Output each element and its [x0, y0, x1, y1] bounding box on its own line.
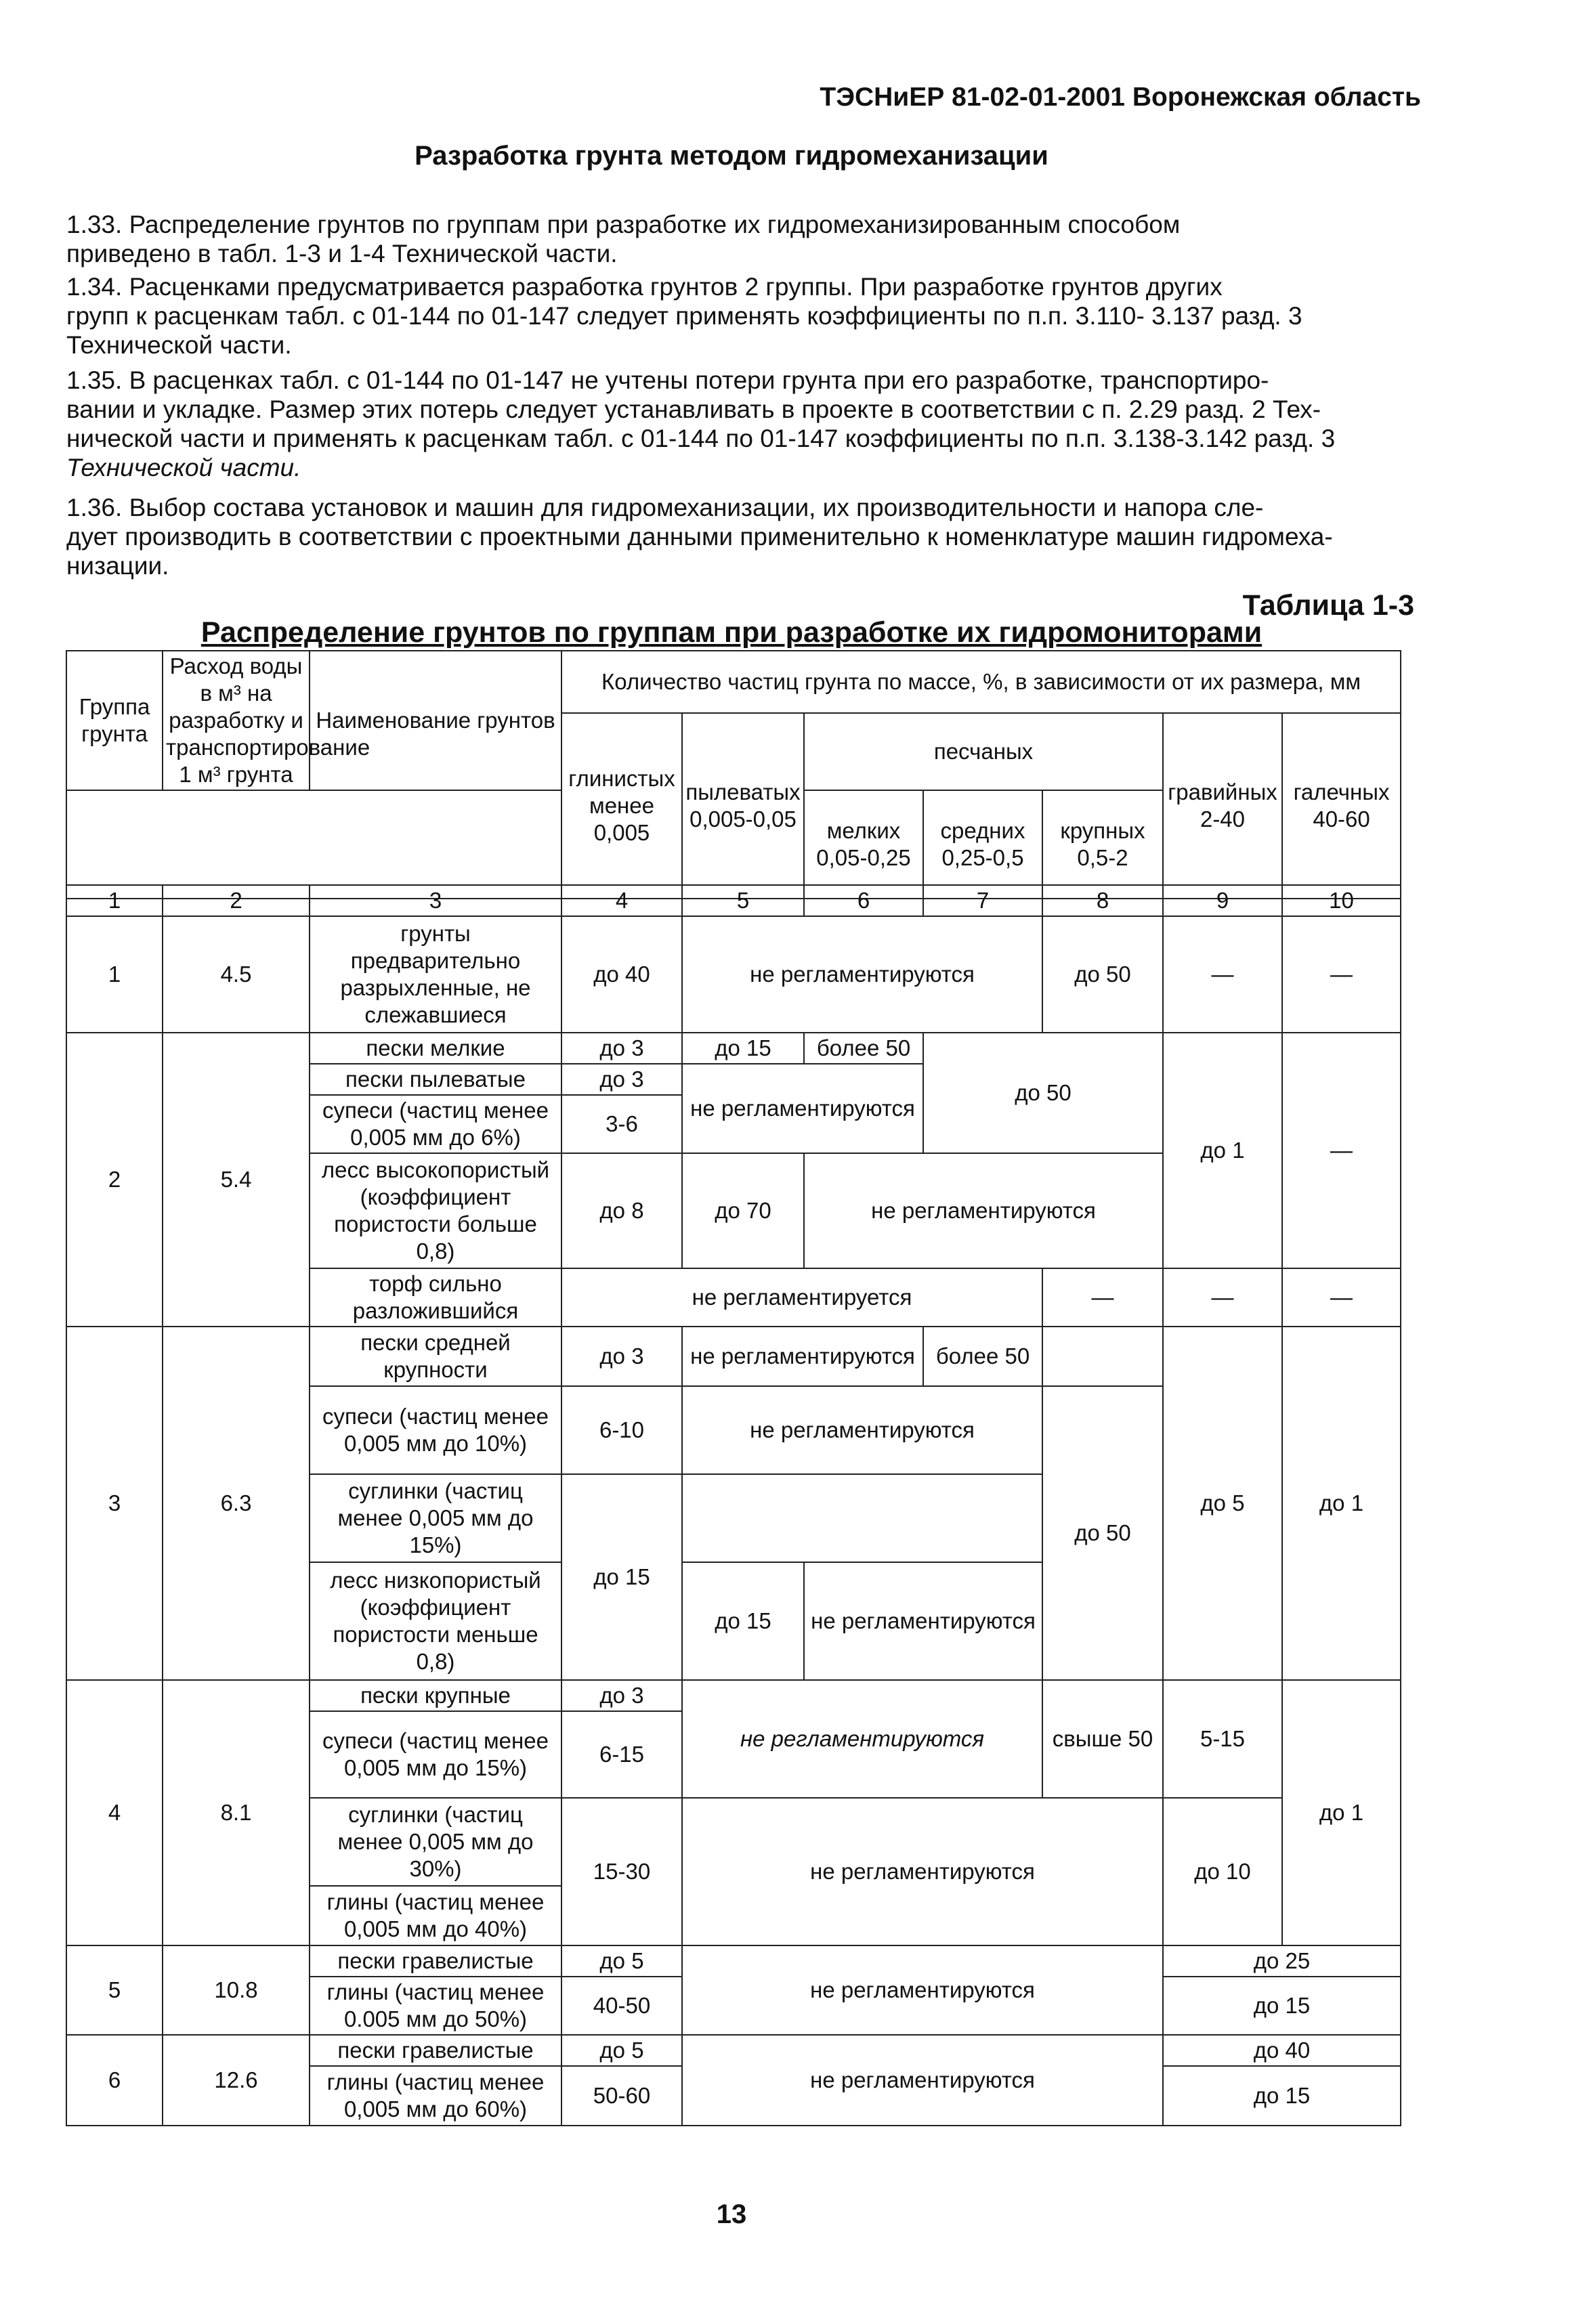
paragraph-line: вании и укладке. Размер этих потерь следует устанавливать в проекте в соответствии с п. 2.29 разд. 2 Тех- — [66, 395, 1321, 423]
clay-cell: до 3 — [561, 1327, 682, 1386]
clay-cell: до 40 — [561, 916, 682, 1033]
col-number: 3 — [310, 885, 561, 916]
soil-name-cell: глины (частиц менее 0,005 мм до 40%) — [310, 1886, 561, 1945]
col-number: 9 — [1163, 885, 1282, 916]
soil-name-cell: глины (частиц менее 0.005 мм до 50%) — [310, 1977, 561, 2035]
pebble-cell: — — [1282, 916, 1401, 1033]
paragraph-line: Технической части. — [66, 331, 292, 359]
clay-cell: до 3 — [561, 1033, 682, 1064]
head-sand-fine: мелких 0,05-0,25 — [804, 790, 923, 899]
coarse-cell: до 50 — [1042, 1386, 1163, 1680]
col-number: 1 — [66, 885, 163, 916]
clay-cell: до 5 — [561, 1945, 682, 1977]
medium-cell: более 50 — [923, 1327, 1042, 1386]
clay-cell: 6-15 — [561, 1711, 682, 1798]
col-number: 6 — [804, 885, 923, 916]
soil-name-cell: супеси (частиц менее 0,005 мм до 6%) — [310, 1095, 561, 1153]
not-regulated-cell: не регламентируются — [682, 1798, 1163, 1945]
head-group: Группа грунта — [66, 651, 163, 790]
col-number: 7 — [923, 885, 1042, 916]
paragraph-line: 1.36. Выбор состава установок и машин для гидромеханизации, их производительности и напора сле- — [66, 494, 1264, 521]
soil-name-cell: глины (частиц менее 0,005 мм до 60%) — [310, 2066, 561, 2126]
not-regulated-cell: не регламентируется — [561, 1268, 1042, 1327]
coarse-cell: свыше 50 — [1042, 1680, 1163, 1798]
gravel-cell: до 10 — [1163, 1798, 1282, 1945]
clay-cell: до 8 — [561, 1153, 682, 1268]
head-water: Расход воды в м³ на разработку и транспортирование 1 м³ грунта — [163, 651, 310, 790]
head-sand-coarse: крупных 0,5-2 — [1042, 790, 1163, 899]
head-name: Наименование грунтов — [310, 651, 561, 790]
soil-name-cell: суглинки (частиц менее 0,005 мм до 30%) — [310, 1798, 561, 1886]
soil-name-cell: пески мелкие — [310, 1033, 561, 1064]
head-sand-medium: средних 0,25-0,5 — [923, 790, 1042, 899]
paragraph-line: дует производить в соответствии с проектными данными применительно к номенклатуре машин гидромеха- — [66, 523, 1333, 551]
soil-name-cell: лесс высокопористый (коэффициент пористости больше 0,8) — [310, 1153, 561, 1268]
soil-name-cell: пески гравелистые — [310, 1945, 561, 1977]
silt-cell: до 15 — [682, 1033, 804, 1064]
head-clay: глинистых менее 0,005 — [561, 713, 682, 899]
clay-cell: 40-50 — [561, 1977, 682, 2035]
empty-cell — [1042, 1327, 1163, 1386]
pebble-cell: до 1 — [1282, 1327, 1401, 1680]
empty-cell — [682, 1474, 1042, 1562]
table-row — [66, 2035, 1401, 2066]
soil-name-cell: супеси (частиц менее 0,005 мм до 10%) — [310, 1386, 561, 1474]
col-number: 5 — [682, 885, 804, 916]
soil-name-cell: супеси (частиц менее 0,005 мм до 15%) — [310, 1711, 561, 1798]
paragraph-line: низации. — [66, 552, 169, 580]
soil-name-cell: лесс низкопористый (коэффициент пористости меньше 0,8) — [310, 1562, 561, 1680]
gravel-pebble-cell: до 40 — [1163, 2035, 1401, 2066]
paragraph-1-34 — [66, 272, 1397, 360]
paragraph-line: Технической части. — [66, 454, 301, 481]
soil-name-cell: пески средней крупности — [310, 1327, 561, 1386]
col-number: 8 — [1042, 885, 1163, 916]
water-cell: 10.8 — [163, 1945, 310, 2035]
not-regulated-cell: не регламентируются — [682, 1945, 1163, 2035]
table-body — [66, 884, 1401, 2126]
silt-cell: до 70 — [682, 1153, 804, 1268]
table-caption: Распределение грунтов по группам при разработке их гидромониторами — [200, 616, 1263, 649]
col-number: 10 — [1282, 885, 1401, 916]
table-row — [66, 1033, 1401, 1064]
group-cell: 3 — [66, 1327, 163, 1680]
clay-cell: до 3 — [561, 1064, 682, 1095]
not-regulated-cell: не регламентируются — [682, 2035, 1163, 2126]
clay-cell: до 3 — [561, 1680, 682, 1711]
gravel-pebble-cell: до 15 — [1163, 1977, 1401, 2035]
soil-name-cell: пески гравелистые — [310, 2035, 561, 2066]
not-regulated-cell: не регламентируются — [682, 1064, 923, 1153]
table-row — [66, 1945, 1401, 1977]
section-title: Разработка грунта методом гидромеханизации — [415, 141, 1048, 171]
clay-cell: 50-60 — [561, 2066, 682, 2126]
paragraph-1-33 — [66, 210, 1397, 268]
soil-name-cell: торф сильно разложившийся — [310, 1268, 561, 1327]
not-regulated-cell: не регламентируются — [682, 916, 1042, 1033]
document-code: ТЭСНиЕР 81-02-01-2001 Воронежская область — [820, 83, 1421, 112]
paragraph-1-35 — [66, 366, 1397, 482]
clay-cell: до 15 — [561, 1474, 682, 1680]
clay-cell: 3-6 — [561, 1095, 682, 1153]
paragraph-line: 1.34. Расценками предусматривается разработка грунтов 2 группы. При разработке грунтов других — [66, 273, 1223, 301]
clay-cell: 6-10 — [561, 1386, 682, 1474]
head-quantity: Количество частиц грунта по массе, %, в зависимости от их размера, мм — [561, 651, 1401, 713]
head-gravel: гравийных 2-40 — [1163, 713, 1282, 899]
coarse-cell: — — [1042, 1268, 1163, 1327]
table-row — [66, 916, 1401, 1033]
paragraph-line: нической части и применять к расценкам табл. с 01-144 по 01-147 коэффициенты по п.п. 3.138-3.142 разд. 3 — [66, 425, 1336, 452]
clay-cell: 15-30 — [561, 1798, 682, 1945]
gravel-pebble-cell: до 15 — [1163, 2066, 1401, 2126]
paragraph-line: приведено в табл. 1-3 и 1-4 Технической части. — [66, 240, 618, 267]
gravel-cell: до 1 — [1163, 1033, 1282, 1268]
paragraph-1-36 — [66, 493, 1397, 580]
soil-name-cell: грунты предварительно разрыхленные, не слежавшиеся — [310, 916, 561, 1033]
not-regulated-cell: не регламентируются — [804, 1153, 1163, 1268]
group-cell: 2 — [66, 1033, 163, 1327]
gravel-cell: — — [1163, 916, 1282, 1033]
gravel-pebble-cell: до 25 — [1163, 1945, 1401, 1977]
page-number: 13 — [716, 2199, 747, 2229]
table-header-block — [66, 650, 1401, 899]
fine-cell: более 50 — [804, 1033, 923, 1064]
col-number: 2 — [163, 885, 310, 916]
pebble-cell: — — [1282, 1268, 1401, 1327]
soil-name-cell: пески пылеватые — [310, 1064, 561, 1095]
paragraph-line: групп к расценкам табл. с 01-144 по 01-147 следует применять коэффициенты по п.п. 3.110- 3.137 разд. 3 — [66, 302, 1302, 330]
water-cell: 5.4 — [163, 1033, 310, 1327]
table-row — [66, 1327, 1401, 1386]
not-regulated-cell: не регламентируются — [682, 1386, 1042, 1474]
soil-name-cell: пески крупные — [310, 1680, 561, 1711]
sand-cell: до 50 — [923, 1033, 1163, 1153]
not-regulated-cell: не регламентируются — [682, 1327, 923, 1386]
group-cell: 5 — [66, 1945, 163, 2035]
table-label: Таблица 1-3 — [1242, 589, 1414, 622]
water-cell: 12.6 — [163, 2035, 310, 2126]
head-pebble: галечных 40-60 — [1282, 713, 1401, 899]
head-silt: пылеватых 0,005-0,05 — [682, 713, 804, 899]
pebble-cell: — — [1282, 1033, 1401, 1268]
paragraph-line: 1.35. В расценках табл. с 01-144 по 01-147 не учтены потери грунта при его разработке, транспортиро- — [66, 366, 1269, 394]
coarse-cell: до 50 — [1042, 916, 1163, 1033]
group-cell: 4 — [66, 1680, 163, 1945]
gravel-cell: — — [1163, 1268, 1282, 1327]
gravel-cell: до 5 — [1163, 1327, 1282, 1680]
gravel-cell: 5-15 — [1163, 1680, 1282, 1798]
head-sand: песчаных — [804, 713, 1163, 790]
col-number: 4 — [561, 885, 682, 916]
water-cell: 6.3 — [163, 1327, 310, 1680]
not-regulated-cell: не регламентируются — [682, 1680, 1042, 1798]
clay-cell: до 5 — [561, 2035, 682, 2066]
paragraph-line: 1.33. Распределение грунтов по группам при разработке их гидромеханизированным способом — [66, 211, 1181, 238]
water-cell: 8.1 — [163, 1680, 310, 1945]
soil-name-cell: суглинки (частиц менее 0,005 мм до 15%) — [310, 1474, 561, 1562]
pebble-cell: до 1 — [1282, 1680, 1401, 1945]
group-cell: 1 — [66, 916, 163, 1033]
table-row — [66, 1680, 1401, 1711]
silt-cell: до 15 — [682, 1562, 804, 1680]
group-cell: 6 — [66, 2035, 163, 2126]
water-cell: 4.5 — [163, 916, 310, 1033]
column-number-row — [66, 885, 1401, 916]
not-regulated-cell: не регламентируются — [804, 1562, 1042, 1680]
